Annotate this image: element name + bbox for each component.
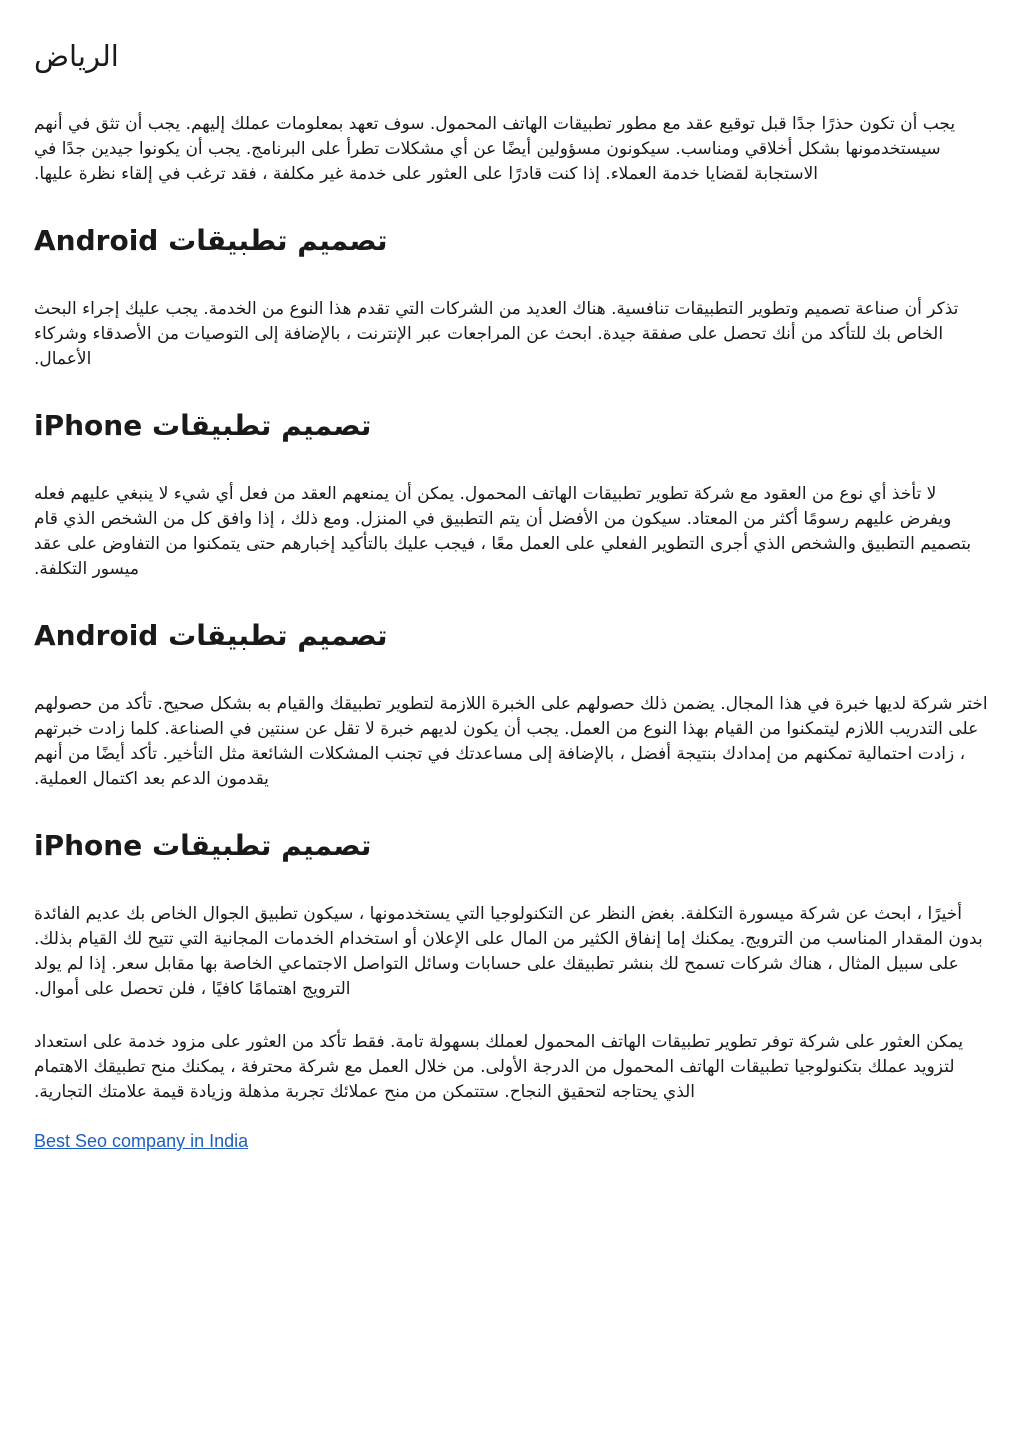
seo-company-link[interactable]: Best Seo company in India [34,1131,249,1151]
link-container [34,1131,988,1152]
section-heading-android: تصميم تطبيقات Android [34,619,388,652]
paragraph: لا تأخذ أي نوع من العقود مع شركة تطوير تطبيقات الهاتف المحمول. يمكن أن يمنعهم العقد من فعل أي شيء لا ينبغي عليهم فعله ويفرض عليهم رسومًا أكثر من المعتاد. سيكون من الأفضل أن يتم التطبيق في المنزل. ومع ذلك ، إذا وافق كل من الشخص الذي قام بتصميم التطبيق والشخص الذي أجرى التطوير الفعلي على العمل معًا ، فيجب عليك بالتأكيد إخبارهم حتى يتمكنوا من التفاوض على عقد ميسور التكلفة. [34,484,972,579]
section-heading-iphone: تصميم تطبيقات iPhone [34,829,372,862]
article [34,30,988,1152]
paragraph: يجب أن تكون حذرًا جدًا قبل توقيع عقد مع مطور تطبيقات الهاتف المحمول. سوف تعهد بمعلومات عملك إليهم. يجب أن تثق في أنهم سيستخدمونها بشكل أخلاقي ومناسب. سيكونون مسؤولين أيضًا عن أي مشكلات تطرأ على البرنامج. يجب أن يكونوا جيدين جدًا في الاستجابة لقضايا خدمة العملاء. إذا كنت قادرًا على العثور على خدمة غير مكلفة ، فقد ترغب في إلقاء نظرة عليها. [34,114,956,184]
section-heading-iphone: تصميم تطبيقات iPhone [34,409,372,442]
paragraph: اختر شركة لديها خبرة في هذا المجال. يضمن ذلك حصولهم على الخبرة اللازمة لتطوير تطبيقك والقيام به بشكل صحيح. تأكد من حصولهم على التدريب اللازم ليتمكنوا من القيام بهذا النوع من العمل. يجب أن يكون لديهم خبرة لا تقل عن سنتين في الصناعة. كلما زادت خبرتهم ، زادت احتمالية تمكنهم من إمدادك بنتيجة أفضل ، بالإضافة إلى مساعدتك في تجنب المشكلات الشائعة مثل التأخير. تأكد أيضًا من أنهم يقدمون الدعم بعد اكتمال العملية. [34,694,988,789]
paragraph: يمكن العثور على شركة توفر تطوير تطبيقات الهاتف المحمول لعملك بسهولة تامة. فقط تأكد من العثور على مزود خدمة على استعداد لتزويد عملك بتكنولوجيا تطبيقات الهاتف المحمول من الدرجة الأولى. من خلال العمل مع شركة محترفة ، يمكنك منح تطبيقك الاهتمام الذي يحتاجه لتحقيق النجاح. ستتمكن من منح عملائك تجربة مذهلة وزيادة قيمة علامتك التجارية. [34,1032,964,1102]
page-title: الرياض [34,39,119,73]
paragraph: تذكر أن صناعة تصميم وتطوير التطبيقات تنافسية. هناك العديد من الشركات التي تقدم هذا النوع من الخدمة. يجب عليك إجراء البحث الخاص بك للتأكد من أنك تحصل على صفقة جيدة. ابحث عن المراجعات عبر الإنترنت ، بالإضافة إلى التوصيات من الأصدقاء وشركاء الأعمال. [34,299,959,369]
paragraph: أخيرًا ، ابحث عن شركة ميسورة التكلفة. بغض النظر عن التكنولوجيا التي يستخدمونها ، سيكون تطبيق الجوال الخاص بك عديم الفائدة بدون المقدار المناسب من الترويج. يمكنك إما إنفاق الكثير من المال على الإعلان أو استخدام الخدمات المجانية التي تتيح لك القيام بذلك. على سبيل المثال ، هناك شركات تسمح لك بنشر تطبيقك على حسابات وسائل التواصل الاجتماعي الخاصة بها مقابل سعر. إذا لم يولد الترويج اهتمامًا كافيًا ، فلن تحصل على أموال. [34,904,983,999]
section-heading-android: تصميم تطبيقات Android [34,224,388,257]
